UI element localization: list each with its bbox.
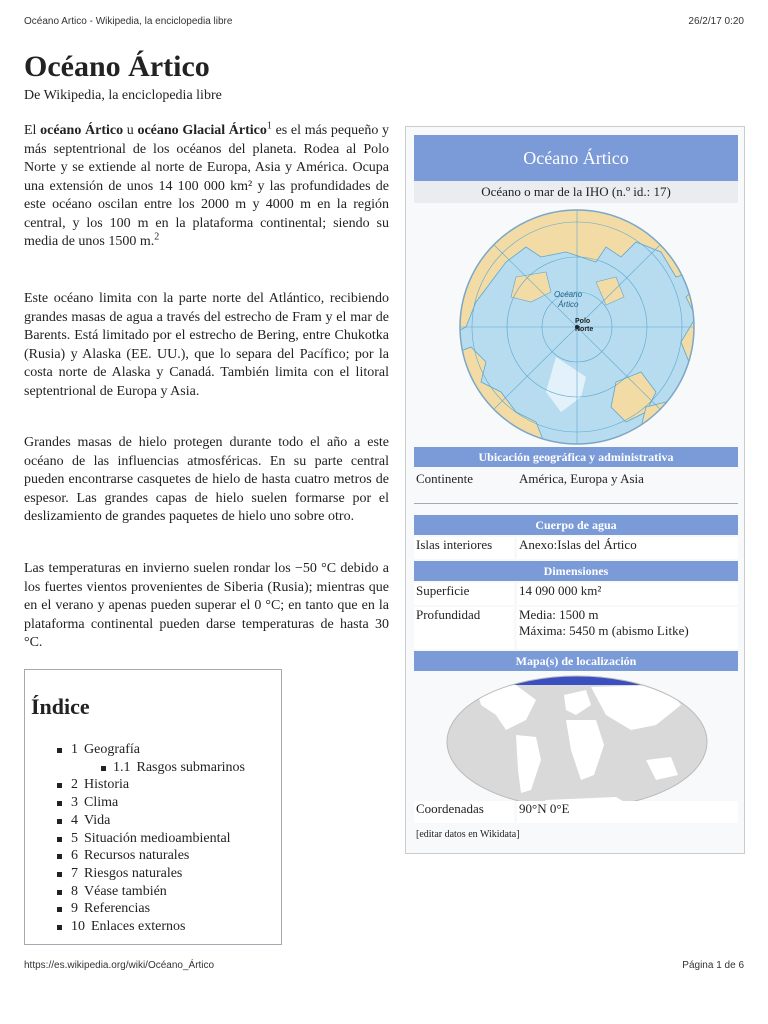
print-page-title: Océano Artico - Wikipedia, la enciclopedia libre	[24, 16, 233, 27]
toc-item[interactable]	[41, 794, 281, 812]
table-of-contents	[24, 669, 282, 945]
map-label-pole: Polo	[575, 318, 591, 325]
toc-item[interactable]	[41, 865, 281, 883]
reference-1-link[interactable]: 1	[266, 120, 272, 132]
infobox	[405, 126, 745, 854]
infobox-section-dimensions: Dimensiones	[414, 561, 738, 581]
intro-paragraph-2: Este océano limita con la parte norte del Atlántico, recibiendo grandes masas de agua a través del estrecho de Fram y el mar de Barents. Está limitado por el estrecho de Bering, entre Chukotka (Rusia) y Alaska (EE. UU.), que lo separa del Pacífico; por la costa norte de Alaska y Canadá. También limita con el litoral septentrional de Europa y Asia.	[24, 291, 389, 399]
arctic-polar-map[interactable]	[446, 207, 708, 447]
toc-item-number: 2	[71, 777, 78, 793]
toc-item[interactable]	[41, 759, 281, 777]
toc-item[interactable]	[41, 918, 281, 936]
toc-item-number: 9	[71, 901, 78, 917]
surface-value: 14 090 000 km²	[519, 583, 602, 598]
intro-paragraph-1: El océano Ártico u océano Glacial Ártico$^1$ es el más pequeño y más septentrional de los océanos del planeta. Rodea al Polo Norte y se extiende al norte de Europa, Asia y América. Ocupa una extensión de unos 14 100 000 km² y las profundidades de este océano oscilan entre los 2000 m y 4000 m en la región central, y los 100 m en la plataforma continental; siendo su media de unos 1500 m.$^2$	[24, 120, 390, 249]
map-label-ocean-2: Ártico	[558, 300, 579, 309]
page-title: Océano Ártico	[24, 50, 210, 83]
infobox-section-water-body: Cuerpo de agua	[414, 515, 738, 535]
toc-item[interactable]	[41, 847, 281, 865]
coordinates-link[interactable]: 90°N 0°E	[519, 801, 570, 816]
toc-item-label: Geografía	[84, 742, 140, 757]
islands-link[interactable]: Anexo:Islas del Ártico	[519, 537, 637, 552]
print-header	[24, 16, 744, 30]
depth-max: Máxima: 5450 m (abismo Litke)	[519, 623, 689, 638]
toc-item-label: Recursos naturales	[84, 848, 190, 864]
toc-item-label: Enlaces externos	[91, 919, 186, 935]
infobox-section-location: Ubicación geográfica y administrativa	[414, 447, 738, 467]
toc-item-number: 1.1	[113, 759, 131, 775]
toc-item-number: 1	[71, 742, 78, 757]
toc-heading: Índice	[31, 694, 90, 719]
toc-item-number: 4	[71, 812, 78, 828]
toc-item-label: Situación medioambiental	[84, 830, 231, 846]
edit-wikidata-link[interactable]: [editar datos en Wikidata]	[416, 829, 520, 840]
map-label-ocean: Océano	[554, 290, 583, 299]
infobox-title: Océano Ártico	[414, 135, 738, 181]
infobox-row-depth: Profundidad Media: 1500 m Máxima: 5450 m (abismo Litke)	[414, 607, 738, 649]
toc-item-number: 8	[71, 883, 78, 899]
print-datetime: 26/2/17 0:20	[688, 16, 744, 27]
toc-item[interactable]	[41, 900, 281, 918]
continent-value: América, Europa y Asia	[519, 471, 644, 486]
toc-item-number: 6	[71, 848, 78, 864]
toc-item[interactable]	[41, 812, 281, 830]
page-subtitle: De Wikipedia, la enciclopedia libre	[24, 88, 222, 103]
toc-item-label: Referencias	[84, 901, 151, 917]
infobox-row-coordinates: Coordenadas 90°N 0°E	[414, 801, 738, 823]
toc-item-label: Historia	[84, 777, 130, 793]
depth-mean: Media: 1500 m	[519, 607, 599, 622]
print-url: https://es.wikipedia.org/wiki/Océano_Ártico	[24, 960, 215, 971]
term-oceano-artico: océano Ártico	[40, 123, 124, 138]
infobox-row-continent: Continente América, Europa y Asia	[416, 471, 644, 486]
toc-item-label: Rasgos submarinos	[136, 759, 245, 775]
toc-item-number: 7	[71, 865, 78, 881]
toc-item[interactable]	[41, 883, 281, 901]
print-footer	[24, 960, 744, 974]
intro-paragraph-4: Las temperaturas en invierno suelen rondar los −50 °C debido a los fuertes vientos provenientes de Siberia (Rusia); mientras que en el verano y apenas pueden superar el 0 °C; en tanto que en la plataforma continental pueden darse temperaturas de hasta 30 °C.	[24, 561, 389, 650]
toc-item-label: Vida	[84, 812, 111, 828]
term-oceano-glacial-artico: océano Glacial Ártico	[137, 123, 267, 138]
toc-item-number: 5	[71, 830, 78, 846]
infobox-subtitle: Océano o mar de la IHO (n.º id.: 17)	[414, 181, 738, 203]
reference-2-link[interactable]: 2	[154, 231, 160, 243]
toc-item[interactable]	[41, 741, 281, 759]
intro-paragraph-3: Grandes masas de hielo protegen durante todo el año a este océano de las influencias atmosféricas. En su parte central pueden encontrarse casquetes de hielo de hasta cuatro metros de espesor. Las grandes capas de hielo suelen formarse por el deslizamiento de grandes paquetes de hielo uno sobre otro.	[24, 435, 389, 524]
infobox-section-maps: Mapa(s) de localización	[414, 651, 738, 671]
toc-item-label: Clima	[84, 795, 119, 811]
print-page-number: Página 1 de 6	[682, 960, 744, 971]
toc-item[interactable]	[41, 830, 281, 848]
infobox-divider	[414, 503, 738, 504]
toc-item-label: Riesgos naturales	[84, 865, 183, 881]
toc-item-number: 3	[71, 795, 78, 811]
infobox-row-islands: Islas interiores Anexo:Islas del Ártico	[414, 537, 738, 559]
toc-item-number: 10	[71, 919, 85, 935]
map-label-pole-2: Norte	[575, 326, 594, 333]
world-location-map[interactable]	[446, 675, 708, 809]
toc-list	[41, 741, 281, 936]
infobox-row-surface: Superficie 14 090 000 km²	[414, 583, 738, 605]
toc-item-label: Véase también	[84, 883, 167, 899]
toc-item[interactable]	[41, 776, 281, 794]
